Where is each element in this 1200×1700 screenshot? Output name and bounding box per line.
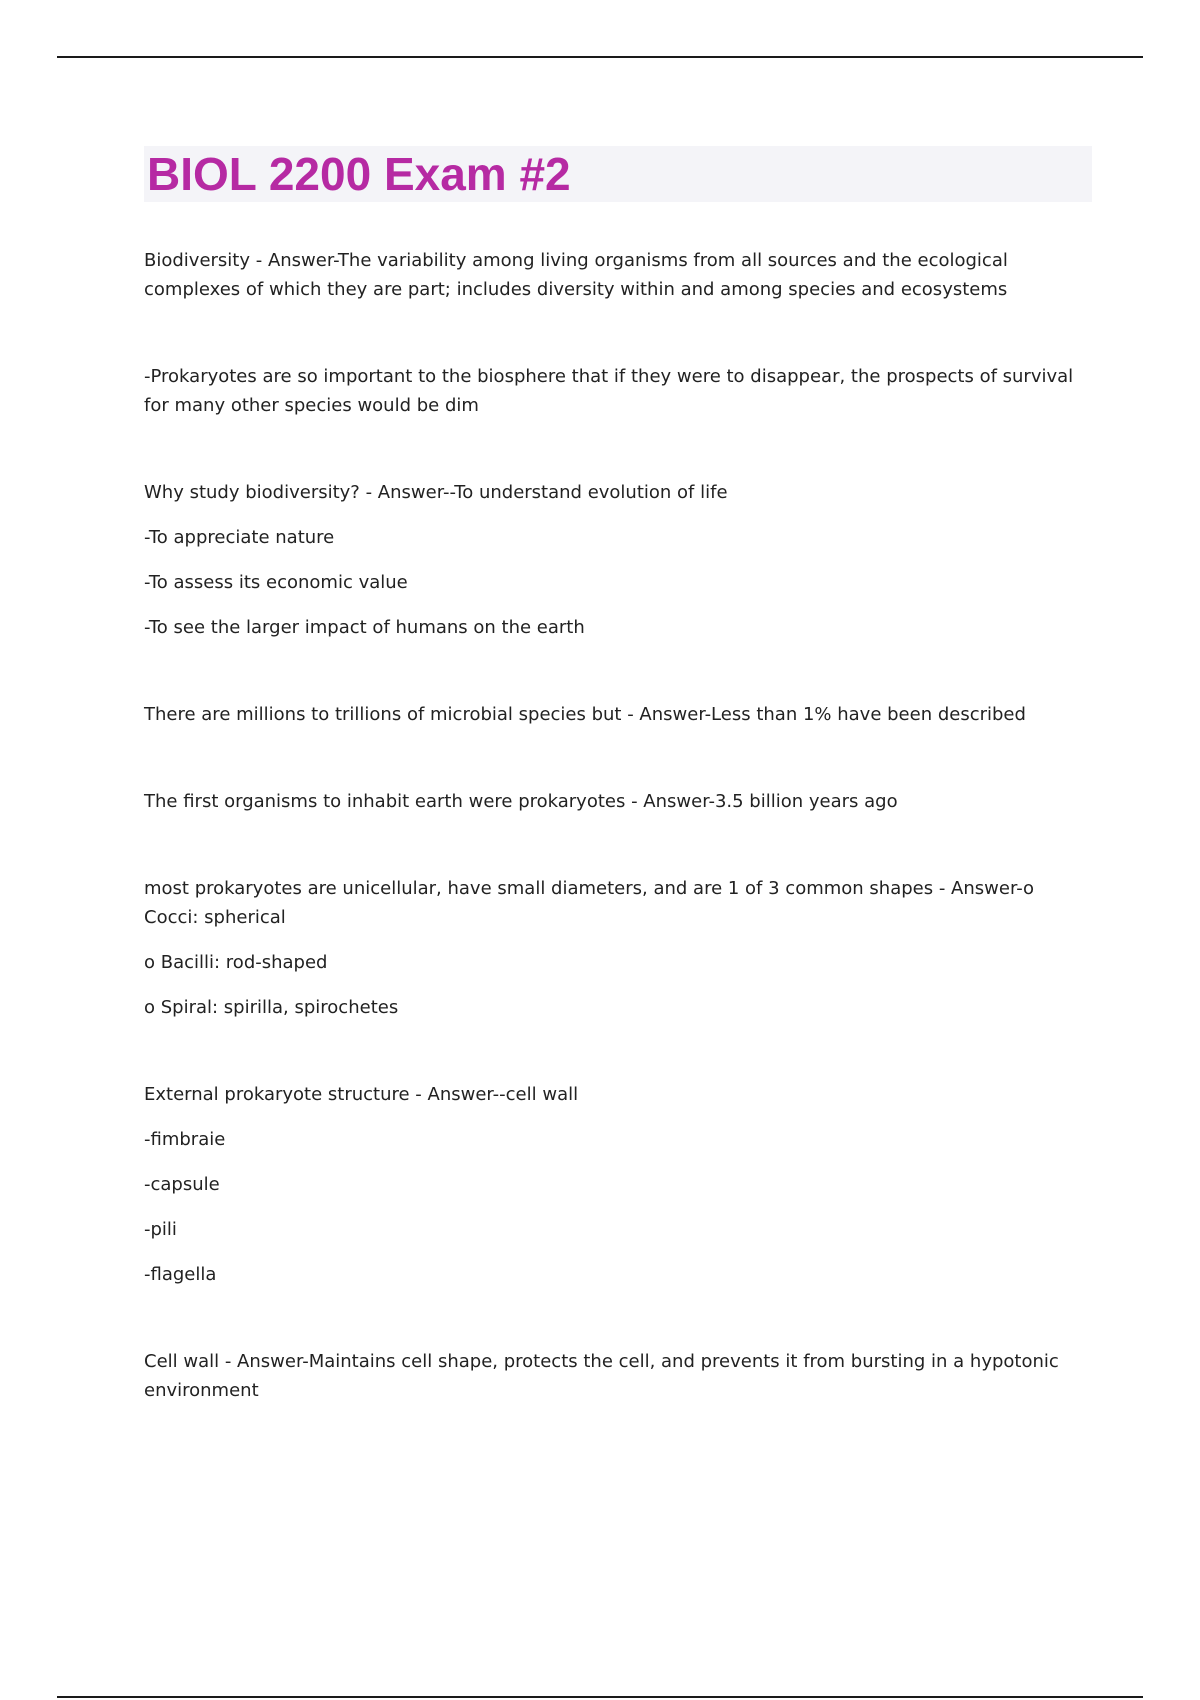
document-body	[144, 146, 1092, 1463]
card-line: There are millions to trillions of microbial species but - Answer-Less than 1% have been described	[144, 704, 1026, 725]
card-line: Why study biodiversity? - Answer--To understand evolution of life	[144, 482, 728, 503]
card-line: o Bacilli: rod-shaped	[144, 952, 328, 973]
flashcard	[144, 1347, 1092, 1405]
card-line: Biodiversity - Answer-The variability among living organisms from all sources and the ecological complexes of which they are part; includes diversity within and among species and ecosystems	[144, 250, 1008, 300]
flashcard	[144, 874, 1092, 1022]
flashcard	[144, 1080, 1092, 1289]
card-line: The first organisms to inhabit earth were prokaryotes - Answer-3.5 billion years ago	[144, 791, 898, 812]
card-line: most prokaryotes are unicellular, have small diameters, and are 1 of 3 common shapes - Answer-o Cocci: spherical	[144, 878, 1035, 928]
card-line: o Spiral: spirilla, spirochetes	[144, 997, 399, 1018]
page-bottom-rule	[57, 1696, 1143, 1698]
flashcard	[144, 787, 1092, 816]
card-line: -To assess its economic value	[144, 572, 408, 593]
card-line: -Prokaryotes are so important to the biosphere that if they were to disappear, the prospects of survival for many other species would be dim	[144, 366, 1074, 416]
flashcard	[144, 362, 1092, 420]
document-title: BIOL 2200 Exam #2	[147, 148, 571, 200]
card-line: -pili	[144, 1219, 177, 1240]
flashcard	[144, 246, 1092, 304]
card-line: -To see the larger impact of humans on the earth	[144, 617, 585, 638]
card-line: -flagella	[144, 1264, 217, 1285]
flashcard	[144, 478, 1092, 642]
card-line: -capsule	[144, 1174, 220, 1195]
card-line: External prokaryote structure - Answer--cell wall	[144, 1084, 579, 1105]
card-line: Cell wall - Answer-Maintains cell shape, protects the cell, and prevents it from bursting in a hypotonic environment	[144, 1351, 1059, 1401]
page-top-rule	[57, 56, 1143, 58]
card-line: -fimbraie	[144, 1129, 226, 1150]
title-band	[144, 146, 1092, 202]
card-line: -To appreciate nature	[144, 527, 335, 548]
flashcard	[144, 700, 1092, 729]
